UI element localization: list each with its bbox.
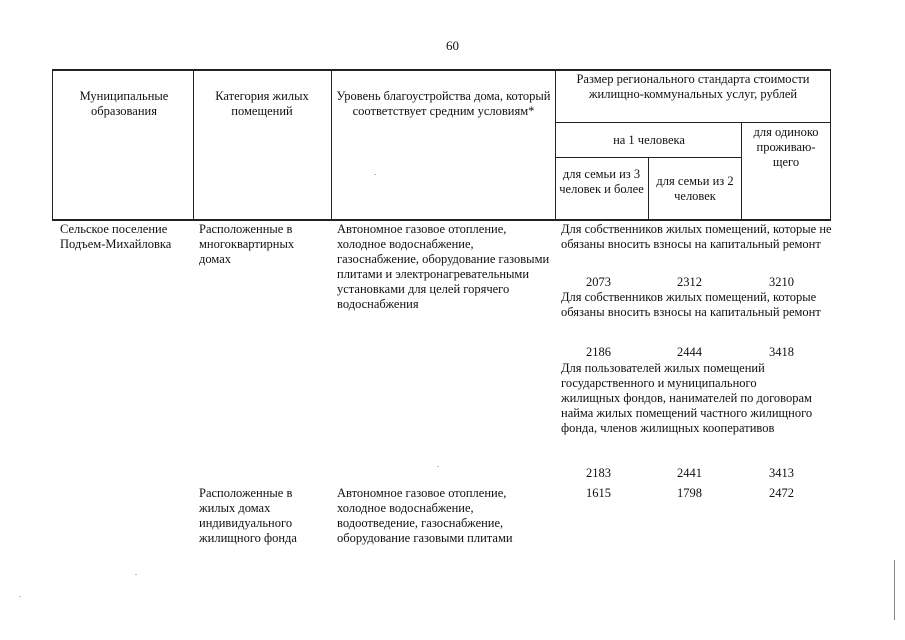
group-3-family3: 2183 <box>586 466 611 480</box>
header-category: Категория жилых помещений <box>215 89 309 118</box>
header-family-3: для семьи из 3 человек и более <box>559 167 644 196</box>
group-3-values <box>560 466 820 481</box>
page-number: 60 <box>446 38 459 53</box>
table-right-border <box>830 69 831 220</box>
scan-speck <box>19 596 21 597</box>
header-per-person: на 1 человека <box>613 133 685 147</box>
scan-speck <box>374 174 376 175</box>
group-1-single: 3210 <box>769 275 794 289</box>
level-row-1: Автономное газовое отопление, холодное водоснабжение, газоснабжение, оборудование газовыми плитами и электронагревательными установками для целей горячего водоснабжения <box>337 222 550 311</box>
group-2-family3: 2186 <box>586 345 611 359</box>
table-top-border <box>52 69 831 71</box>
row-2-family2: 1798 <box>677 486 702 500</box>
group-2-values <box>560 345 820 360</box>
group-2-single: 3418 <box>769 345 794 359</box>
header-bottom-border <box>52 219 831 221</box>
scan-speck <box>135 574 137 575</box>
group-1-label: Для собственников жилых помещений, которые не обязаны вносить взносы на капитальный ремонт <box>561 222 832 251</box>
subheader-hline <box>555 122 831 123</box>
group-1-values <box>560 275 820 290</box>
scan-speck <box>894 560 895 620</box>
row-2-values <box>560 486 820 501</box>
col-divider-1 <box>193 69 194 220</box>
header-single: для одиноко проживаю-щего <box>753 125 819 169</box>
header-standard: Размер регионального стандарта стоимости жилищно-коммунальных услуг, рублей <box>576 72 810 101</box>
level-row-2: Автономное газовое отопление, холодное водоснабжение, водоотведение, газоснабжение, оборудование газовыми плитами <box>337 486 513 545</box>
col-divider-5 <box>648 157 649 220</box>
group-2-family2: 2444 <box>677 345 702 359</box>
group-2-label: Для собственников жилых помещений, которые обязаны вносить взносы на капитальный ремонт <box>561 290 821 319</box>
category-individual-houses: Расположенные в жилых домах индивидуального жилищного фонда <box>199 486 297 545</box>
header-family-2: для семьи из 2 человек <box>656 174 734 203</box>
municipality-name: Сельское поселение Подъем-Михайловка <box>60 222 172 251</box>
group-3-single: 3413 <box>769 466 794 480</box>
col-divider-3 <box>555 69 556 220</box>
row-2-single: 2472 <box>769 486 794 500</box>
header-level: Уровень благоустройства дома, который соответствует средним условиям* <box>336 89 551 118</box>
col-divider-2 <box>331 69 332 220</box>
scan-speck <box>437 466 439 467</box>
row-2-family3: 1615 <box>586 486 611 500</box>
group-1-family2: 2312 <box>677 275 702 289</box>
group-3-label: Для пользователей жилых помещений государственного и муниципального жилищных фондов, нанимателей по договорам найма жилых помещений частного жилищного фонда, членов жилищных кооперативов <box>561 361 813 435</box>
col-divider-4 <box>741 122 742 220</box>
group-1-family3: 2073 <box>586 275 611 289</box>
header-municipality: Муниципальные образования <box>79 89 169 118</box>
group-3-family2: 2441 <box>677 466 702 480</box>
category-apartment-buildings: Расположенные в многоквартирных домах <box>199 222 295 266</box>
table-left-border <box>52 69 53 220</box>
